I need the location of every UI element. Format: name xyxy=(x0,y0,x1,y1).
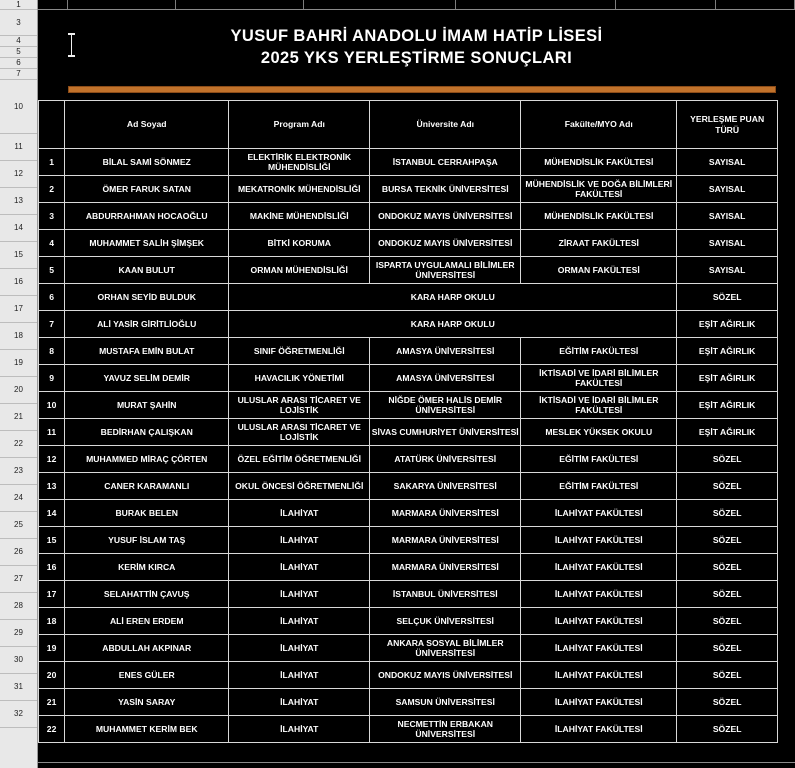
grid-cell[interactable] xyxy=(304,0,456,9)
cell-student-name[interactable]: KAAN BULUT xyxy=(65,257,229,284)
cell-index[interactable]: 3 xyxy=(39,203,65,230)
cell-student-name[interactable]: CANER KARAMANLI xyxy=(65,473,229,500)
cell-faculty[interactable]: İLAHİYAT FAKÜLTESİ xyxy=(521,716,677,743)
row-header[interactable]: 32 xyxy=(0,701,37,728)
cell-program[interactable]: İLAHİYAT xyxy=(229,689,370,716)
cell-faculty[interactable]: İKTİSADİ VE İDARİ BİLİMLER FAKÜLTESİ xyxy=(521,365,677,392)
row-header[interactable]: 26 xyxy=(0,539,37,566)
cell-faculty[interactable]: İLAHİYAT FAKÜLTESİ xyxy=(521,554,677,581)
cell-score-type[interactable]: EŞİT AĞIRLIK xyxy=(677,419,778,446)
cell-student-name[interactable]: MUHAMMED MİRAÇ ÇÖRTEN xyxy=(65,446,229,473)
cell-index[interactable]: 18 xyxy=(39,608,65,635)
cell-university[interactable]: İSTANBUL ÜNİVERSİTESİ xyxy=(370,581,521,608)
cell-program[interactable]: İLAHİYAT xyxy=(229,527,370,554)
cell-score-type[interactable]: SÖZEL xyxy=(677,635,778,662)
row-header[interactable]: 6 xyxy=(0,58,37,69)
cell-student-name[interactable]: MUSTAFA EMİN BULAT xyxy=(65,338,229,365)
cell-student-name[interactable]: ÖMER FARUK SATAN xyxy=(65,176,229,203)
cell-faculty[interactable]: MÜHENDİSLİK FAKÜLTESİ xyxy=(521,203,677,230)
cell-university[interactable]: İSTANBUL CERRAHPAŞA xyxy=(370,149,521,176)
cell-score-type[interactable]: SÖZEL xyxy=(677,581,778,608)
cell-index[interactable]: 5 xyxy=(39,257,65,284)
cell-student-name[interactable]: BİLAL SAMİ SÖNMEZ xyxy=(65,149,229,176)
cell-score-type[interactable]: SÖZEL xyxy=(677,527,778,554)
text-cursor-icon xyxy=(71,34,72,56)
table-row[interactable] xyxy=(39,284,778,311)
cell-university[interactable]: ONDOKUZ MAYIS ÜNİVERSİTESİ xyxy=(370,662,521,689)
column-grid-strip xyxy=(38,0,795,10)
cell-faculty[interactable]: MESLEK YÜKSEK OKULU xyxy=(521,419,677,446)
cell-program[interactable]: BİTKİ KORUMA xyxy=(229,230,370,257)
cell-university[interactable]: MARMARA ÜNİVERSİTESİ xyxy=(370,554,521,581)
table-row[interactable] xyxy=(39,581,778,608)
table-row[interactable] xyxy=(39,689,778,716)
cell-program[interactable]: ÖZEL EĞİTİM ÖĞRETMENLİĞİ xyxy=(229,446,370,473)
cell-university[interactable]: NECMETTİN ERBAKAN ÜNİVERSİTESİ xyxy=(370,716,521,743)
table-row[interactable] xyxy=(39,149,778,176)
grid-cell[interactable] xyxy=(176,0,304,9)
cell-index[interactable]: 21 xyxy=(39,689,65,716)
cell-student-name[interactable]: YASİN SARAY xyxy=(65,689,229,716)
cell-program[interactable]: HAVACILIK YÖNETİMİ xyxy=(229,365,370,392)
cell-student-name[interactable]: ORHAN SEYİD BULDUK xyxy=(65,284,229,311)
cell-index[interactable]: 15 xyxy=(39,527,65,554)
row-header[interactable]: 30 xyxy=(0,647,37,674)
cell-student-name[interactable]: ABDULLAH AKPINAR xyxy=(65,635,229,662)
table-row[interactable] xyxy=(39,230,778,257)
row-header[interactable]: 16 xyxy=(0,269,37,296)
row-header[interactable]: 7 xyxy=(0,69,37,80)
cell-faculty[interactable]: EĞİTİM FAKÜLTESİ xyxy=(521,446,677,473)
cell-university[interactable]: ONDOKUZ MAYIS ÜNİVERSİTESİ xyxy=(370,230,521,257)
cell-program[interactable]: SINIF ÖĞRETMENLİĞİ xyxy=(229,338,370,365)
cell-faculty[interactable]: MÜHENDİSLİK VE DOĞA BİLİMLERİ FAKÜLTESİ xyxy=(521,176,677,203)
column-header-index xyxy=(39,101,65,149)
row-header[interactable]: 3 xyxy=(0,10,37,36)
cell-index[interactable]: 2 xyxy=(39,176,65,203)
table-row[interactable] xyxy=(39,392,778,419)
cell-index[interactable]: 8 xyxy=(39,338,65,365)
cell-program[interactable]: İLAHİYAT xyxy=(229,581,370,608)
results-table xyxy=(38,100,778,743)
cell-university[interactable]: ONDOKUZ MAYIS ÜNİVERSİTESİ xyxy=(370,203,521,230)
cell-index[interactable]: 20 xyxy=(39,662,65,689)
cell-score-type[interactable]: SÖZEL xyxy=(677,473,778,500)
cell-university[interactable]: AMASYA ÜNİVERSİTESİ xyxy=(370,365,521,392)
cell-score-type[interactable]: SAYISAL xyxy=(677,149,778,176)
cell-score-type[interactable]: SÖZEL xyxy=(677,608,778,635)
cell-program[interactable]: ULUSLAR ARASI TİCARET VE LOJİSTİK xyxy=(229,419,370,446)
table-row[interactable] xyxy=(39,554,778,581)
cell-faculty[interactable]: İLAHİYAT FAKÜLTESİ xyxy=(521,635,677,662)
row-header[interactable]: 27 xyxy=(0,566,37,593)
table-row[interactable] xyxy=(39,203,778,230)
cell-student-name[interactable]: ABDURRAHMAN HOCAOĞLU xyxy=(65,203,229,230)
row-header[interactable]: 17 xyxy=(0,296,37,323)
row-header[interactable]: 1 xyxy=(0,0,37,10)
column-header-score-type: YERLEŞME PUAN TÜRÜ xyxy=(677,101,778,149)
cell-score-type[interactable]: SAYISAL xyxy=(677,176,778,203)
table-row[interactable] xyxy=(39,662,778,689)
cell-program[interactable]: OKUL ÖNCESİ ÖĞRETMENLİĞİ xyxy=(229,473,370,500)
cell-index[interactable]: 13 xyxy=(39,473,65,500)
cell-program[interactable]: İLAHİYAT xyxy=(229,635,370,662)
row-header[interactable]: 11 xyxy=(0,134,37,161)
cell-index[interactable]: 17 xyxy=(39,581,65,608)
cell-faculty[interactable]: İLAHİYAT FAKÜLTESİ xyxy=(521,608,677,635)
grid-cell[interactable] xyxy=(716,0,795,9)
cell-score-type[interactable]: SÖZEL xyxy=(677,662,778,689)
cell-faculty[interactable]: İLAHİYAT FAKÜLTESİ xyxy=(521,500,677,527)
cell-score-type[interactable]: SÖZEL xyxy=(677,446,778,473)
cell-merged-placement[interactable]: KARA HARP OKULU xyxy=(229,311,677,338)
column-header-faculty: Fakülte/MYO Adı xyxy=(521,101,677,149)
row-header[interactable]: 15 xyxy=(0,242,37,269)
cell-program[interactable]: MAKİNE MÜHENDİSLİĞİ xyxy=(229,203,370,230)
row-header[interactable]: 29 xyxy=(0,620,37,647)
cell-university[interactable]: SAMSUN ÜNİVERSİTESİ xyxy=(370,689,521,716)
row-header[interactable]: 10 xyxy=(0,80,37,134)
table-row[interactable] xyxy=(39,608,778,635)
row-header[interactable]: 20 xyxy=(0,377,37,404)
cell-program[interactable]: MEKATRONİK MÜHENDİSLİĞİ xyxy=(229,176,370,203)
column-header-name: Ad Soyad xyxy=(65,101,229,149)
cell-score-type[interactable]: SAYISAL xyxy=(677,230,778,257)
cell-faculty[interactable]: İLAHİYAT FAKÜLTESİ xyxy=(521,581,677,608)
cell-index[interactable]: 10 xyxy=(39,392,65,419)
cell-program[interactable]: ULUSLAR ARASI TİCARET VE LOJİSTİK xyxy=(229,392,370,419)
row-header[interactable]: 12 xyxy=(0,161,37,188)
cell-student-name[interactable]: MUHAMMET SALİH ŞİMŞEK xyxy=(65,230,229,257)
cell-program[interactable]: İLAHİYAT xyxy=(229,500,370,527)
cell-score-type[interactable]: EŞİT AĞIRLIK xyxy=(677,338,778,365)
cell-index[interactable]: 12 xyxy=(39,446,65,473)
bottom-grid-strip xyxy=(38,762,795,768)
cell-score-type[interactable]: SAYISAL xyxy=(677,203,778,230)
page-title-line1: YUSUF BAHRİ ANADOLU İMAM HATİP LİSESİ xyxy=(230,26,603,45)
cell-index[interactable]: 1 xyxy=(39,149,65,176)
row-header[interactable]: 18 xyxy=(0,323,37,350)
table-header-row xyxy=(39,101,778,149)
cell-score-type[interactable]: SAYISAL xyxy=(677,257,778,284)
cell-faculty[interactable]: İKTİSADİ VE İDARİ BİLİMLER FAKÜLTESİ xyxy=(521,392,677,419)
row-header-gutter xyxy=(0,0,38,768)
cell-score-type[interactable]: EŞİT AĞIRLIK xyxy=(677,365,778,392)
cell-student-name[interactable]: MURAT ŞAHİN xyxy=(65,392,229,419)
page-title-line2: 2025 YKS YERLEŞTİRME SONUÇLARI xyxy=(260,49,573,67)
cell-score-type[interactable]: EŞİT AĞIRLIK xyxy=(677,311,778,338)
cell-index[interactable]: 19 xyxy=(39,635,65,662)
cell-score-type[interactable]: SÖZEL xyxy=(677,689,778,716)
cell-university[interactable]: AMASYA ÜNİVERSİTESİ xyxy=(370,338,521,365)
row-header[interactable]: 28 xyxy=(0,593,37,620)
table-row[interactable] xyxy=(39,365,778,392)
row-header[interactable]: 4 xyxy=(0,36,37,47)
cell-university[interactable]: MARMARA ÜNİVERSİTESİ xyxy=(370,527,521,554)
cell-student-name[interactable]: BURAK BELEN xyxy=(65,500,229,527)
cell-merged-placement[interactable]: KARA HARP OKULU xyxy=(229,284,677,311)
grid-cell[interactable] xyxy=(68,0,176,9)
row-header[interactable]: 19 xyxy=(0,350,37,377)
cell-program[interactable]: İLAHİYAT xyxy=(229,554,370,581)
row-header[interactable]: 14 xyxy=(0,215,37,242)
row-header[interactable]: 25 xyxy=(0,512,37,539)
cell-university[interactable]: ISPARTA UYGULAMALI BİLİMLER ÜNİVERSİTESİ xyxy=(370,257,521,284)
cell-student-name[interactable]: ENES GÜLER xyxy=(65,662,229,689)
cell-student-name[interactable]: ALİ EREN ERDEM xyxy=(65,608,229,635)
cell-student-name[interactable]: MUHAMMET KERİM BEK xyxy=(65,716,229,743)
cell-university[interactable]: BURSA TEKNİK ÜNİVERSİTESİ xyxy=(370,176,521,203)
cell-faculty[interactable]: ORMAN FAKÜLTESİ xyxy=(521,257,677,284)
table-row[interactable] xyxy=(39,257,778,284)
document-title-block xyxy=(38,10,795,84)
cell-program[interactable]: İLAHİYAT xyxy=(229,716,370,743)
cell-university[interactable]: SAKARYA ÜNİVERSİTESİ xyxy=(370,473,521,500)
cell-index[interactable]: 11 xyxy=(39,419,65,446)
cell-index[interactable]: 16 xyxy=(39,554,65,581)
grid-cell[interactable] xyxy=(38,0,68,9)
cell-score-type[interactable]: SÖZEL xyxy=(677,554,778,581)
table-row[interactable] xyxy=(39,527,778,554)
cell-program[interactable]: İLAHİYAT xyxy=(229,662,370,689)
table-row[interactable] xyxy=(39,446,778,473)
cell-university[interactable]: SİVAS CUMHURİYET ÜNİVERSİTESİ xyxy=(370,419,521,446)
cell-student-name[interactable]: ALİ YASİR GİRİTLİOĞLU xyxy=(65,311,229,338)
cell-index[interactable]: 14 xyxy=(39,500,65,527)
table-body xyxy=(39,149,778,743)
cell-score-type[interactable]: SÖZEL xyxy=(677,500,778,527)
cell-index[interactable]: 6 xyxy=(39,284,65,311)
table-row[interactable] xyxy=(39,176,778,203)
column-header-university: Üniversite Adı xyxy=(370,101,521,149)
cell-score-type[interactable]: EŞİT AĞIRLIK xyxy=(677,392,778,419)
cell-student-name[interactable]: BEDİRHAN ÇALIŞKAN xyxy=(65,419,229,446)
cell-student-name[interactable]: YUSUF İSLAM TAŞ xyxy=(65,527,229,554)
row-header[interactable]: 31 xyxy=(0,674,37,701)
table-row[interactable] xyxy=(39,419,778,446)
cell-index[interactable]: 7 xyxy=(39,311,65,338)
cell-student-name[interactable]: YAVUZ SELİM DEMİR xyxy=(65,365,229,392)
cell-index[interactable]: 4 xyxy=(39,230,65,257)
cell-index[interactable]: 22 xyxy=(39,716,65,743)
row-header[interactable]: 21 xyxy=(0,404,37,431)
cell-program[interactable]: İLAHİYAT xyxy=(229,608,370,635)
accent-divider xyxy=(68,86,776,93)
cell-faculty[interactable]: EĞİTİM FAKÜLTESİ xyxy=(521,473,677,500)
cell-program[interactable]: ORMAN MÜHENDİSLİĞİ xyxy=(229,257,370,284)
table-row[interactable] xyxy=(39,635,778,662)
cell-university[interactable]: MARMARA ÜNİVERSİTESİ xyxy=(370,500,521,527)
cell-university[interactable]: ATATÜRK ÜNİVERSİTESİ xyxy=(370,446,521,473)
grid-cell[interactable] xyxy=(456,0,616,9)
cell-university[interactable]: NİĞDE ÖMER HALİS DEMİR ÜNİVERSİTESİ xyxy=(370,392,521,419)
table-row[interactable] xyxy=(39,338,778,365)
row-header[interactable]: 24 xyxy=(0,485,37,512)
cell-student-name[interactable]: SELAHATTİN ÇAVUŞ xyxy=(65,581,229,608)
cell-faculty[interactable]: İLAHİYAT FAKÜLTESİ xyxy=(521,662,677,689)
cell-student-name[interactable]: KERİM KIRCA xyxy=(65,554,229,581)
grid-cell[interactable] xyxy=(616,0,716,9)
row-header[interactable]: 13 xyxy=(0,188,37,215)
cell-faculty[interactable]: ZİRAAT FAKÜLTESİ xyxy=(521,230,677,257)
cell-faculty[interactable]: EĞİTİM FAKÜLTESİ xyxy=(521,338,677,365)
cell-index[interactable]: 9 xyxy=(39,365,65,392)
row-header[interactable]: 23 xyxy=(0,458,37,485)
cell-faculty[interactable]: İLAHİYAT FAKÜLTESİ xyxy=(521,527,677,554)
cell-faculty[interactable]: İLAHİYAT FAKÜLTESİ xyxy=(521,689,677,716)
row-header[interactable]: 22 xyxy=(0,431,37,458)
table-row[interactable] xyxy=(39,500,778,527)
cell-university[interactable]: SELÇUK ÜNİVERSİTESİ xyxy=(370,608,521,635)
cell-score-type[interactable]: SÖZEL xyxy=(677,284,778,311)
table-row[interactable] xyxy=(39,311,778,338)
cell-faculty[interactable]: MÜHENDİSLİK FAKÜLTESİ xyxy=(521,149,677,176)
table-row[interactable] xyxy=(39,716,778,743)
table-row[interactable] xyxy=(39,473,778,500)
row-header[interactable]: 5 xyxy=(0,47,37,58)
cell-university[interactable]: ANKARA SOSYAL BİLİMLER ÜNİVERSİTESİ xyxy=(370,635,521,662)
column-header-program: Program Adı xyxy=(229,101,370,149)
cell-score-type[interactable]: SÖZEL xyxy=(677,716,778,743)
cell-program[interactable]: ELEKTİRİK ELEKTRONİK MÜHENDİSLİĞİ xyxy=(229,149,370,176)
